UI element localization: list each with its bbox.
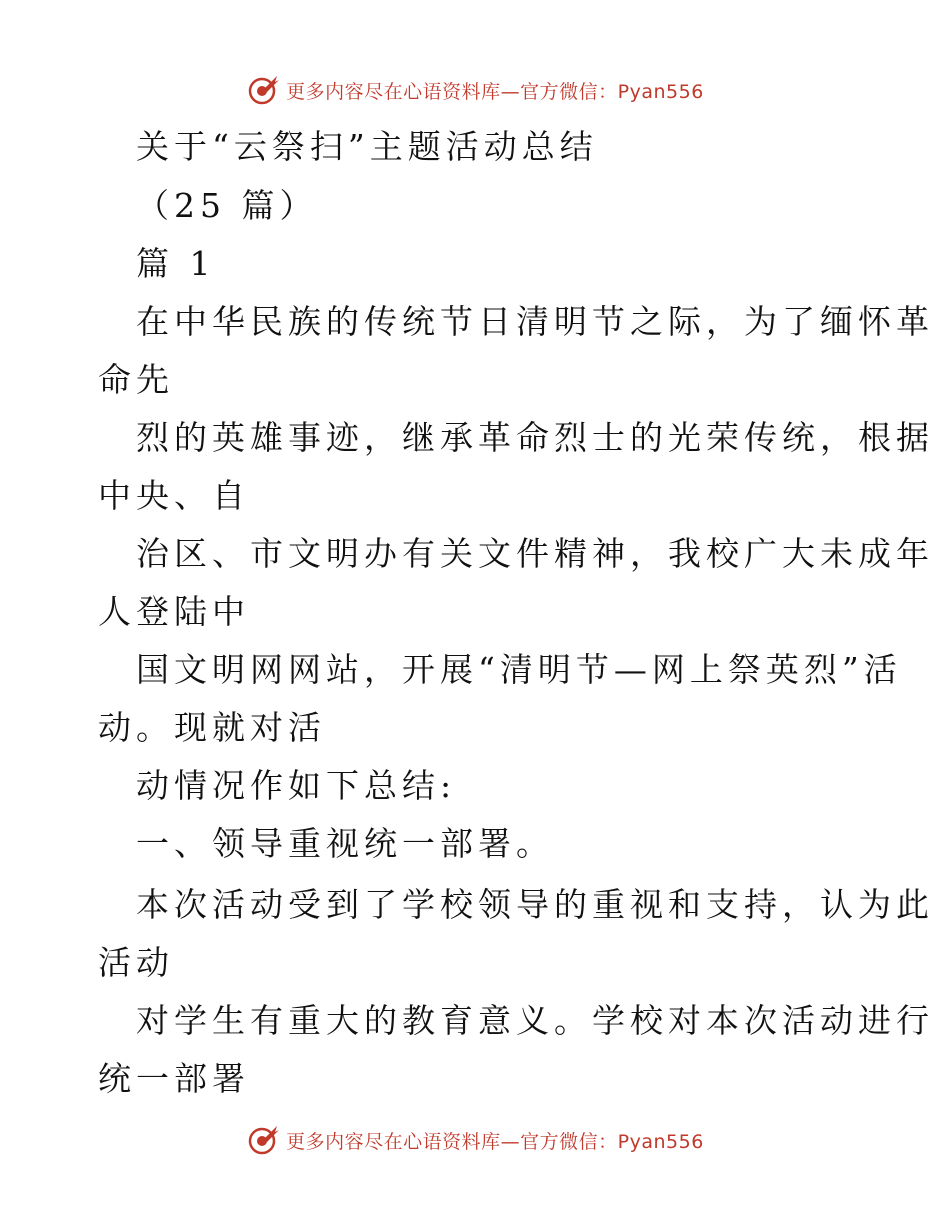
footer-banner-content (246, 1123, 704, 1157)
paragraph-line: 动情况作如下总结: (136, 766, 457, 805)
paragraph-line: 烈的英雄事迹，继承革命烈士的光荣传统，根据 (136, 418, 934, 457)
section-heading: 篇 1 (136, 244, 216, 283)
paragraph-line: 治区、市文明办有关文件精神，我校广大未成年 (136, 534, 934, 573)
paragraph-line: 中央、自 (98, 476, 250, 515)
paragraph-line: 命先 (98, 360, 174, 399)
document-title: 关于“云祭扫”主题活动总结 (136, 127, 598, 166)
section-heading: 一、领导重视统一部署。 (136, 824, 554, 863)
header-banner-text: 更多内容尽在心语资料库—官方微信：Pyan556 (286, 80, 704, 103)
footer-banner-text: 更多内容尽在心语资料库—官方微信：Pyan556 (286, 1130, 704, 1153)
footer-banner (0, 1120, 950, 1160)
paragraph-line: 国文明网网站，开展“清明节—网上祭英烈”活 (136, 650, 902, 689)
paragraph-line: 在中华民族的传统节日清明节之际，为了缅怀革 (136, 302, 934, 341)
quill-seal-icon (246, 1123, 280, 1157)
document-subtitle: （25 篇） (136, 186, 318, 225)
paragraph-line: 动。现就对活 (98, 708, 326, 747)
paragraph-line: 本次活动受到了学校领导的重视和支持，认为此 (136, 885, 934, 924)
paragraph-line: 人登陆中 (98, 592, 250, 631)
paragraph-line: 统一部署 (98, 1059, 250, 1098)
paragraph-line: 对学生有重大的教育意义。学校对本次活动进行 (136, 1001, 934, 1040)
paragraph-line: 活动 (98, 943, 174, 982)
